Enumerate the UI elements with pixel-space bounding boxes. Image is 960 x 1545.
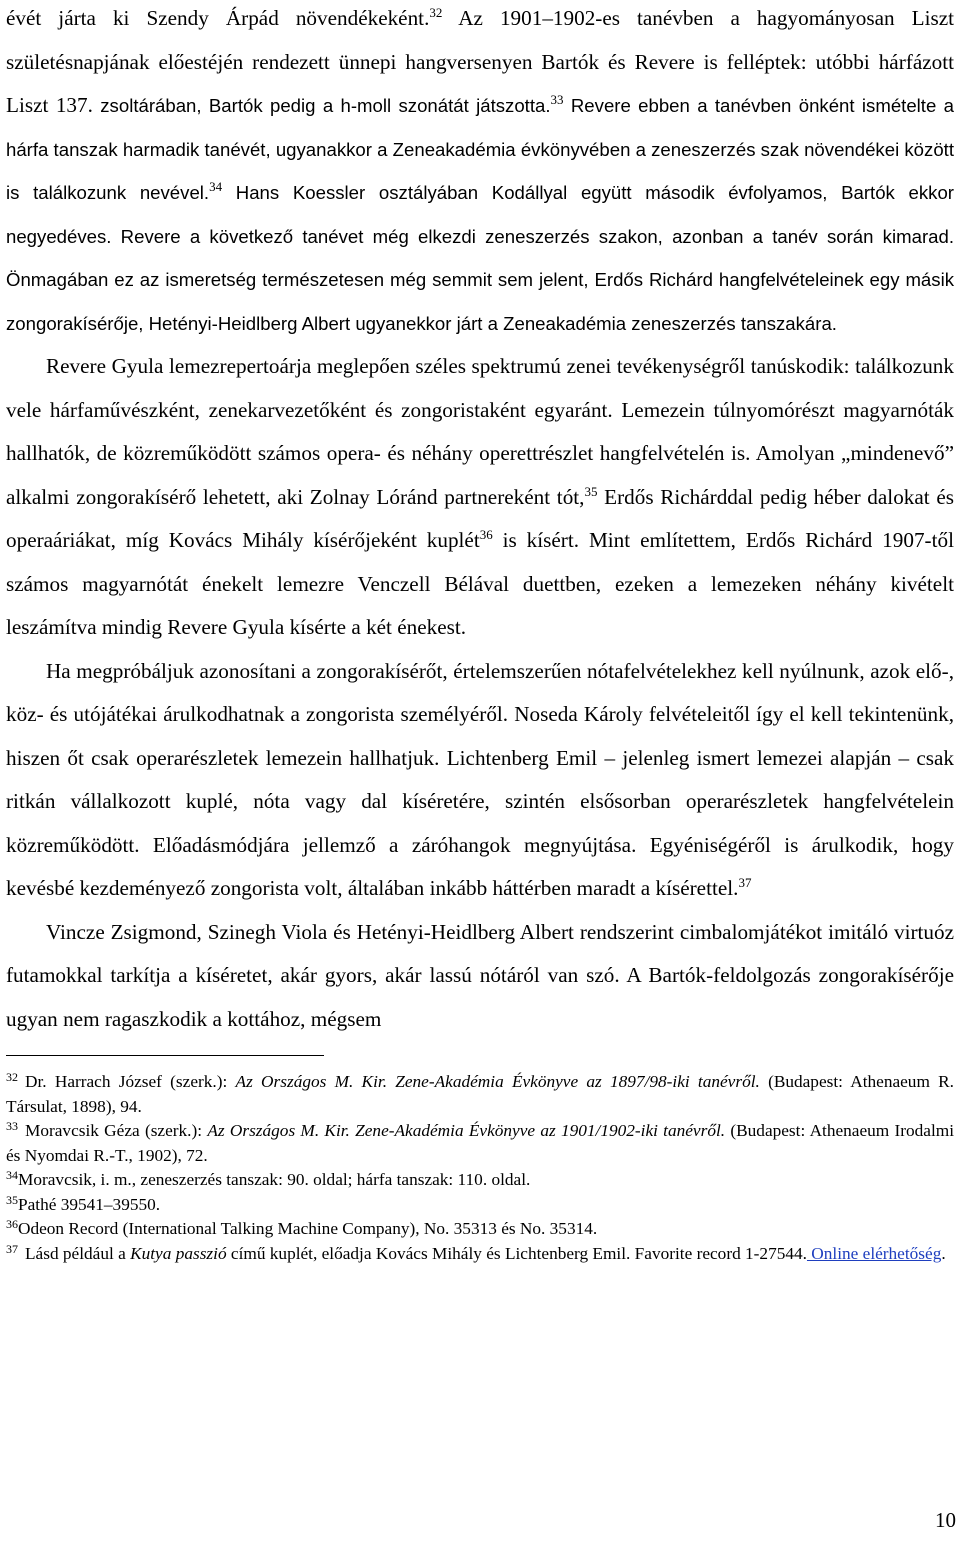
paragraph-3 — [6, 650, 954, 911]
paragraph-4 — [6, 911, 954, 1042]
footnote-number: 37 — [6, 1241, 18, 1256]
footnote-ref-36[interactable]: 36 — [479, 527, 493, 542]
footnote-text: (Budapest: Athenaeum Irodalmi és Nyomdai R.-T., 1902), 72. — [6, 1121, 954, 1165]
footnote-35 — [6, 1193, 954, 1218]
text-run: zsoltárában, Bartók pedig a h-moll szonátát játszotta. — [92, 95, 551, 116]
text-run: Revere ebben a tanévben önként ismételte a hárfa tanszak harmadik tanévét, ugyanakkor a Zeneakadémia évkönyvében a zeneszerzés szak növendékei között is találkozunk nevével. — [6, 95, 954, 203]
text-run: Az 1901–1902-es tanévben a hagyományosan Liszt születésnapjának előestéjén rendezett ünnepi hangversenyen Bartók és Revere is felléptek: utóbbi hárfázott Liszt 137. — [6, 6, 954, 117]
footnote-ref-33[interactable]: 33 — [550, 92, 564, 107]
footnote-number: 36 — [6, 1217, 18, 1231]
footnote-text: Dr. Harrach József (szerk.): — [25, 1072, 236, 1091]
footnote-number: 33 — [6, 1119, 18, 1133]
footnote-title: Az Országos M. Kir. Zene-Akadémia Évkönyve az 1901/1902-iki tanévről. — [207, 1121, 726, 1140]
footnote-number: 32 — [6, 1070, 18, 1084]
footnote-text: (Budapest: Athenaeum R. Társulat, 1898), 94. — [6, 1072, 954, 1116]
footnote-title: Az Országos M. Kir. Zene-Akadémia Évkönyve az 1897/98-iki tanévről. — [235, 1072, 760, 1091]
text-run: is kísért. Mint említettem, Erdős Richárd 1907-től számos magyarnótát énekelt lemezre Venczell Bélával duettben, ezeken a lemezeken néhány kivételt leszámítva mindig Revere Gyula kísérte a két énekest. — [6, 528, 954, 639]
text-run: évét járta ki Szendy Árpád növendékeként. — [6, 6, 430, 30]
text-run: Ha megpróbáljuk azonosítani a zongorakísérőt, értelemszerűen nótafelvételekhez kell nyúlnunk, azok elő-, köz- és utójátékai árulkodhatnak a zongorista személyéről. Noseda Károly felvételeitől így el kell tekintenünk, hiszen őt csak operarészletek lemezein hallhatjuk. Lichtenberg Emil – jelenleg ismert lemezei alapján – csak ritkán vállalkozott kuplé, nóta vagy dal kíséretére, szintén elsősorban operarészletek hangfelvételein közreműködött. Előadásmódjára jellemző a záróhangok megnyújtása. Egyéniségéről is árulkodik, hogy kevésbé kezdeményező zongorista volt, általában inkább háttérben maradt a kísérettel. — [6, 658, 954, 900]
footnote-ref-32[interactable]: 32 — [429, 5, 443, 20]
footnote-text: című kuplét, előadja Kovács Mihály és Lichtenberg Emil. Favorite record 1-27544. — [226, 1243, 807, 1263]
footnote-33 — [6, 1119, 954, 1168]
footnote-separator — [6, 1055, 324, 1056]
page-number: 10 — [935, 1508, 956, 1532]
footnote-title: Kutya passzió — [130, 1243, 227, 1263]
footnotes — [6, 1070, 954, 1266]
paragraph-2 — [6, 345, 954, 650]
footnote-text: Odeon Record (International Talking Machine Company), No. 35313 és No. 35314. — [18, 1219, 598, 1238]
text-run: Revere Gyula lemezrepertoárja meglepően széles spektrumú zenei tevékenységről tanúskodik: találkozunk vele hárfaművészként, zenekarvezetőként és zongoristaként egyaránt. Lemezein túlnyomórészt magyarnóták hallhatók, de közreműködött számos opera- és néhány operettrészlet hangfelvételén is. Amolyan „mindenevő” alkalmi zongorakísérő lehetett, aki Zolnay Lóránd partnereként tót, — [6, 354, 954, 509]
footnote-text: Pathé 39541–39550. — [18, 1194, 161, 1214]
text-run: Vincze Zsigmond, Szinegh Viola és Hetényi-Heidlberg Albert rendszerint cimbalomjátékot imitáló virtuóz futamokkal tarkítja a kíséretet, akár gyors, akár lassú nótáról van szó. A Bartók-feldolgozás zongorakísérője ugyan nem ragaszkodik a kottához, mégsem — [6, 919, 954, 1031]
footnote-text: Moravcsik, i. m., zeneszerzés tanszak: 90. oldal; hárfa tanszak: 110. oldal. — [18, 1170, 531, 1189]
footnote-ref-37[interactable]: 37 — [738, 875, 752, 890]
paragraph-1 — [6, 0, 954, 345]
footnote-number: 35 — [6, 1192, 18, 1207]
footnote-32 — [6, 1070, 954, 1119]
footnote-ref-35[interactable]: 35 — [584, 483, 598, 499]
footnote-text: . — [941, 1243, 946, 1263]
footnote-text: Moravcsik Géza (szerk.): — [25, 1121, 208, 1140]
footnote-34 — [6, 1168, 954, 1193]
document-page — [6, 0, 954, 1266]
footnote-37 — [6, 1242, 954, 1267]
online-link[interactable]: Online elérhetőség — [806, 1243, 942, 1263]
text-run: Erdős Richárddal pedig héber dalokat és operaáriákat, míg Kovács Mihály kísérőjeként kuplét — [6, 484, 954, 552]
text-run: Hans Koessler osztályában Kodállyal együtt második évfolyamos, Bartók ekkor negyedéves. Revere a következő tanévet még elkezdi zeneszerzés szakon, azonban a tanév során kimarad. Önmagában ez az ismeretség természetesen még semmit sem jelent, Erdős Richárd hangfelvételeinek egy másik zongorakísérője, Hetényi-Heidlberg Albert ugyanekkor járt a Zeneakadémia zeneszerzés tanszakára. — [6, 182, 954, 334]
footnote-number: 34 — [6, 1168, 18, 1182]
footnote-text: Lásd például a — [25, 1243, 131, 1263]
footnote-ref-34[interactable]: 34 — [209, 179, 223, 194]
footnote-36 — [6, 1217, 954, 1242]
